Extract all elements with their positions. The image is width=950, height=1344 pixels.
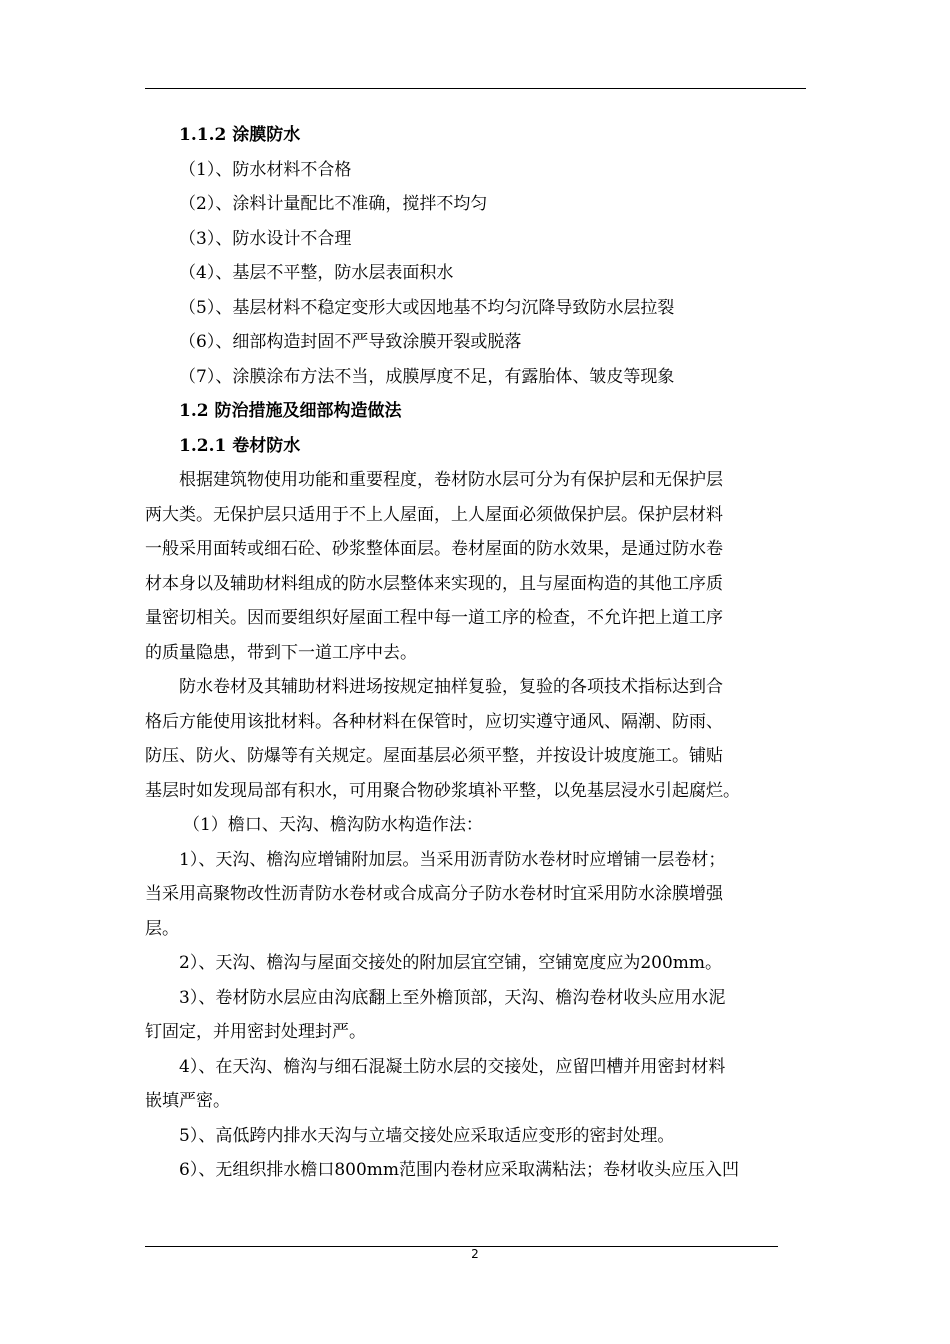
sub-heading-eaves: （1）檐口、天沟、檐沟防水构造作法： (183, 815, 483, 835)
paragraph-line: 6）、无组织排水檐口800mm范围内卷材应采取满粘法；卷材收头应压入凹 (179, 1160, 740, 1180)
list-item: （4）、基层不平整，防水层表面积水 (179, 263, 454, 283)
paragraph-line: 防压、防火、防爆等有关规定。屋面基层必须平整，并按设计坡度施工。铺贴 (145, 746, 723, 766)
list-item: （1）、防水材料不合格 (179, 159, 352, 180)
paragraph-item-5 (145, 1119, 806, 1154)
paragraph-line: 钉固定，并用密封处理封严。 (145, 1022, 366, 1042)
paragraph-item-6 (145, 1153, 806, 1188)
paragraph-line: 层。 (145, 918, 179, 939)
section-heading-1-1-2: 1.1.2 涂膜防水 (179, 125, 301, 145)
section-heading-1-2: 1.2 防治措施及细部构造做法 (179, 401, 402, 421)
paragraph-line: 2）、天沟、檐沟与屋面交接处的附加层宜空铺，空铺宽度应为200mm。 (179, 953, 723, 973)
footer-rule (145, 1246, 778, 1247)
paragraph-line: 量密切相关。因而要组织好屋面工程中每一道工序的检查，不允许把上道工序 (145, 608, 723, 628)
paragraph-line: 格后方能使用该批材料。各种材料在保管时，应切实遵守通风、隔潮、防雨、 (145, 711, 723, 732)
list-item: （2）、涂料计量配比不准确，搅拌不均匀 (179, 194, 488, 214)
page-body (145, 118, 806, 1188)
paragraph-line: 的质量隐患，带到下一道工序中去。 (145, 642, 417, 663)
paragraph-line: 一般采用面转或细石砼、砂浆整体面层。卷材屋面的防水效果，是通过防水卷 (145, 539, 723, 559)
paragraph-line: 防水卷材及其辅助材料进场按规定抽样复验，复验的各项技术指标达到合 (179, 677, 723, 697)
header-rule (145, 88, 806, 89)
paragraph-line: 1）、天沟、檐沟应增铺附加层。当采用沥青防水卷材时应增铺一层卷材； (179, 849, 726, 870)
paragraph-item-2 (145, 946, 806, 981)
paragraph-item-1 (145, 843, 806, 947)
paragraph-line: 材本身以及辅助材料组成的防水层整体来实现的，且与屋面构造的其他工序质 (145, 573, 723, 594)
list-item: （5）、基层材料不稳定变形大或因地基不均匀沉降导致防水层拉裂 (179, 297, 675, 318)
paragraph-line: 4）、在天沟、檐沟与细石混凝土防水层的交接处，应留凹槽并用密封材料 (179, 1056, 726, 1077)
paragraph-material-inspection (145, 670, 806, 808)
paragraph-line: 3）、卷材防水层应由沟底翻上至外檐顶部，天沟、檐沟卷材收头应用水泥 (179, 987, 726, 1008)
list-item: （6）、细部构造封固不严导致涂膜开裂或脱落 (179, 332, 522, 352)
paragraph-roll-waterproof-intro (145, 463, 806, 670)
page-number: 2 (471, 1247, 479, 1261)
paragraph-line: 基层时如发现局部有积水，可用聚合物砂浆填补平整，以免基层浸水引起腐烂。 (145, 780, 740, 801)
section-heading-1-2-1: 1.2.1 卷材防水 (179, 435, 301, 456)
paragraph-line: 5）、高低跨内排水天沟与立墙交接处应采取适应变形的密封处理。 (179, 1125, 675, 1146)
paragraph-item-3 (145, 981, 806, 1050)
paragraph-line: 根据建筑物使用功能和重要程度，卷材防水层可分为有保护层和无保护层 (179, 470, 723, 490)
list-item: （3）、防水设计不合理 (179, 228, 352, 249)
list-item: （7）、涂膜涂布方法不当，成膜厚度不足，有露胎体、皱皮等现象 (179, 366, 675, 387)
paragraph-line: 两大类。无保护层只适用于不上人屋面，上人屋面必须做保护层。保护层材料 (145, 504, 723, 525)
paragraph-line: 嵌填严密。 (145, 1091, 230, 1111)
paragraph-line: 当采用高聚物改性沥青防水卷材或合成高分子防水卷材时宜采用防水涂膜增强 (145, 884, 723, 904)
paragraph-item-4 (145, 1050, 806, 1119)
